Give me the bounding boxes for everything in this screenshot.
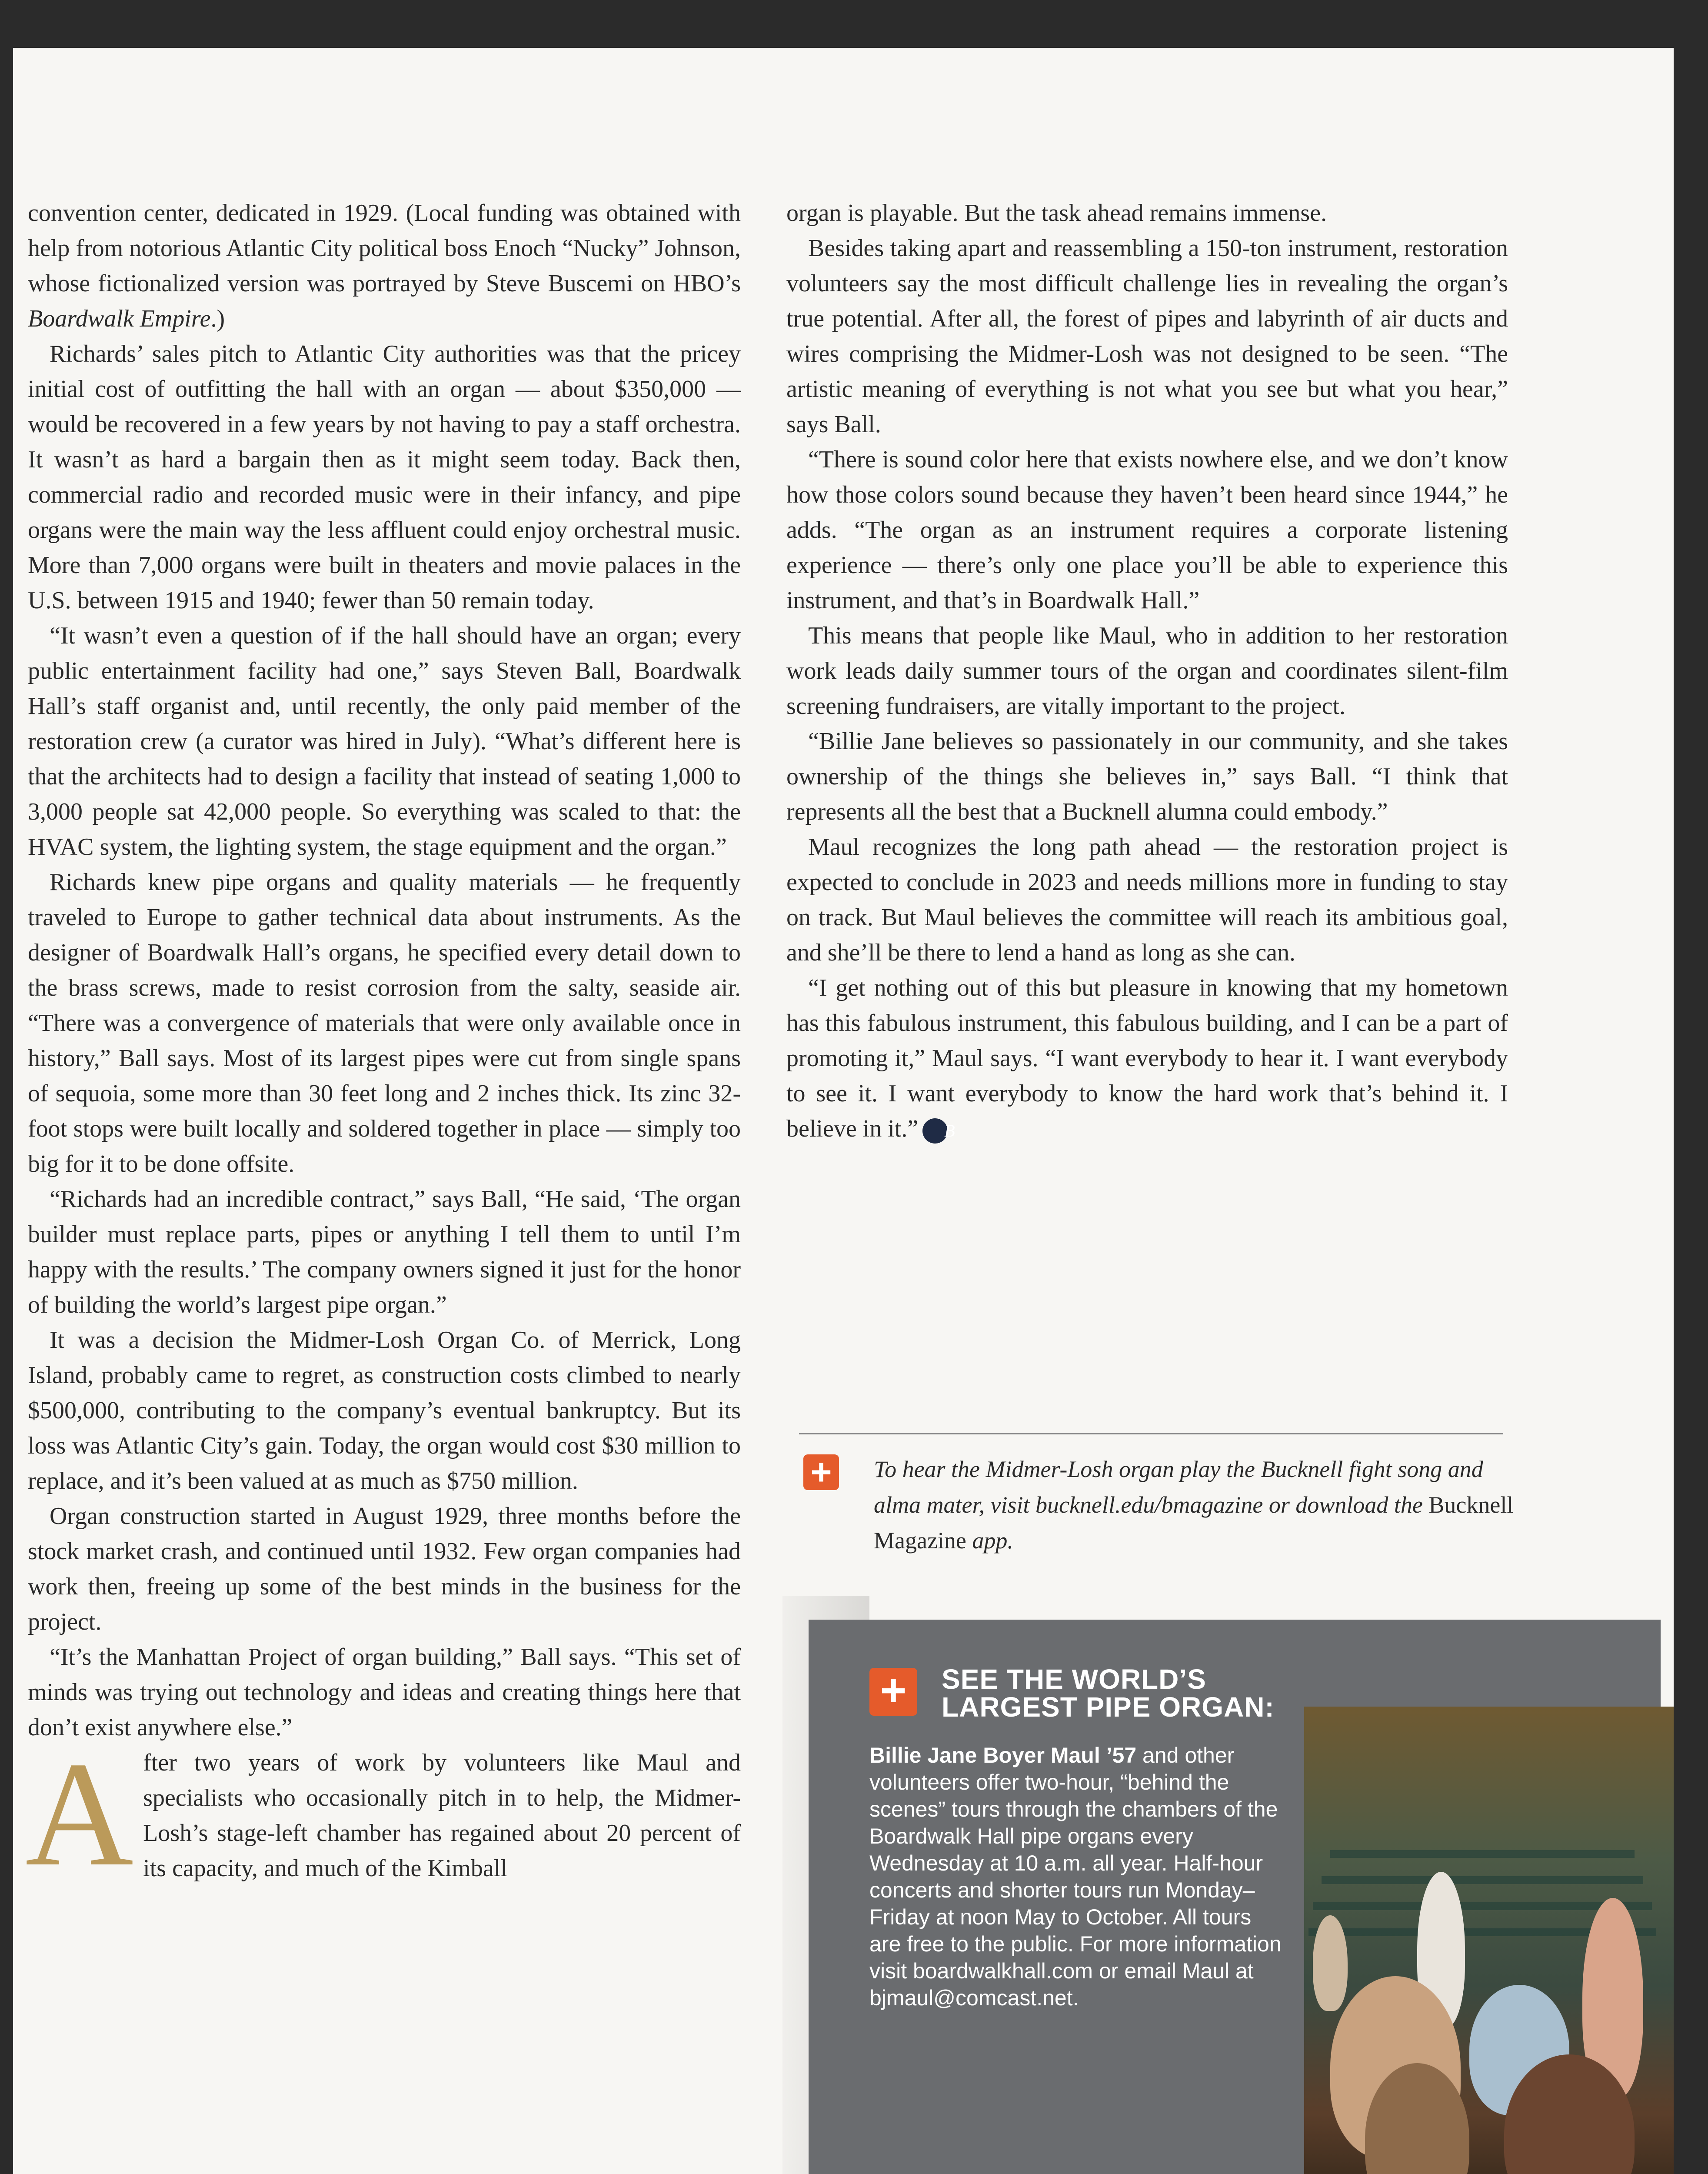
plus-icon: +	[803, 1454, 839, 1490]
dropcap-letter: A	[25, 1731, 134, 1897]
paragraph: Richards’ sales pitch to Atlantic City authorities was that the pricey initial cost of outfitting the hall with an organ — about $350,000 — would be recovered in a few years by not having to pay a staff orchestra. It wasn’t as hard a bargain then as it might seem today. Back then, commercial radio and recorded music were in their infancy, and pipe organs were the main way the less affluent could enjoy orchestral music. More than 7,000 organs were built in theaters and movie palaces in the U.S. between 1915 and 1940; fewer than 50 remain today.	[28, 340, 741, 614]
paragraph: Richards knew pipe organs and quality materials — he frequently traveled to Europe to gather technical data about instruments. As the designer of Boardwalk Hall’s organs, he specified every detail down to the brass screws, made to resist corrosion from the salty, seaside air. “There was a convergence of materials that were only available once in history,” Ball says. Most of its largest pipes were cut from single spans of sequoia, some more than 30 feet long and 2 inches thick. Its zinc 32-foot stops were built locally and soldered together in place — simply too big for it to be done offsite.	[28, 869, 741, 1177]
promo-note: To hear the Midmer-Losh organ play the Bucknell fight song and alma mater, visit bucknell.edu/bmagazine or download the Bucknell Magazine app.	[874, 1456, 1514, 1554]
paragraph: organ is playable. But the task ahead remains immense.	[786, 200, 1327, 227]
right-column	[786, 196, 1508, 1147]
plus-icon: +	[869, 1668, 917, 1716]
divider	[799, 1433, 1503, 1434]
paragraph: “Richards had an incredible contract,” says Ball, “He said, ‘The organ builder must replace parts, pipes or anything I tell them to until I’m happy with the results.’ The company owners signed it just for the honor of building the world’s largest pipe organ.”	[28, 1186, 741, 1318]
paragraph: “Billie Jane believes so passionately in our community, and she takes ownership of the things she believes in,” says Ball. “I think that represents all the best that a Bucknell alumna could embody.”	[786, 728, 1508, 825]
tour-photo	[1304, 1707, 1674, 2174]
seat-row	[1322, 1876, 1643, 1884]
sidebar-body: Billie Jane Boyer Maul ’57 and other volunteers offer two-hour, “behind the scenes” tours through the chambers of the Boardwalk Hall pipe organs every Wednesday at 10 a.m. all year. Half-hour concerts and shorter tours run Monday–Friday at noon May to October. All tours are free to the public. For more information visit boardwalkhall.com or email Maul at bjmaul@comcast.net.	[869, 1743, 1282, 2010]
dropcap-paragraph: After two years of work by volunteers like Maul and specialists who occasionally pitch in to help, the Midmer-Losh’s stage-left chamber has regained about 20 percent of its capacity, and much of the Kimball	[25, 1731, 741, 1897]
paragraph: Organ construction started in August 1929, three months before the stock market crash, and continued until 1932. Few organ companies had work then, freeing up some of the best minds in the business for the project.	[28, 1503, 741, 1635]
left-column	[25, 196, 741, 1897]
paragraph: “It wasn’t even a question of if the hall should have an organ; every public entertainment facility had one,” says Steven Ball, Boardwalk Hall’s staff organist and, until recently, the only paid member of the restoration crew (a curator was hired in July). “What’s different here is that the architects had to design a facility that instead of seating 1,000 to 3,000 people sat 42,000 people. So everything was scaled to that: the HVAC system, the lighting system, the stage equipment and the organ.”	[28, 622, 741, 860]
person	[1313, 1915, 1348, 2011]
magazine-name: Bucknell Magazine	[874, 1492, 1514, 1554]
paragraph: Maul recognizes the long path ahead — the restoration project is expected to conclude in 2023 and needs millions more in funding to stay on track. But Maul believes the committee will reach its ambitious goal, and she’ll be there to lend a hand as long as she can.	[786, 834, 1508, 966]
paragraph: Besides taking apart and reassembling a 150-ton instrument, restoration volunteers say the most difficult challenge lies in revealing the organ’s true potential. After all, the forest of pipes and labyrinth of air ducts and wires comprising the Midmer-Losh was not designed to be seen. “The artistic meaning of everything is not what you see but what you hear,” says Ball.	[786, 235, 1508, 438]
sidebar-title: SEE THE WORLD’S LARGEST PIPE ORGAN:	[942, 1664, 1275, 1723]
paragraph: This means that people like Maul, who in addition to her restoration work leads daily summer tours of the organ and coordinates silent-film screening fundraisers, are vitally important to the project.	[786, 622, 1508, 720]
paragraph: “I get nothing out of this but pleasure in knowing that my hometown has this fabulous instrument, this fabulous building, and I can be a part of promoting it,” Maul says. “I want everybody to hear it. I want everybody to see it. I want everybody to know the hard work that’s behind it. I believe in it.” B	[786, 970, 1508, 1147]
paragraph: convention center, dedicated in 1929. (Local funding was obtained with help from notorious Atlantic City political boss Enoch “Nucky” Johnson, whose fictionalized version was portrayed by Steve Buscemi on HBO’s Boardwalk Empire.)	[28, 200, 741, 332]
sidebar-name: Billie Jane Boyer Maul ’57	[869, 1743, 1137, 1767]
paragraph: It was a decision the Midmer-Losh Organ Co. of Merrick, Long Island, probably came to regret, as construction costs climbed to nearly $500,000, contributing to the company’s eventual bankruptcy. But its loss was Atlantic City’s gain. Today, the organ would cost $30 million to replace, and it’s been valued at as much as $750 million.	[28, 1327, 741, 1494]
seat-row	[1330, 1850, 1635, 1858]
paragraph: “There is sound color here that exists nowhere else, and we don’t know how those colors sound because they haven’t been heard since 1944,” he adds. “The organ as an instrument requires a corporate listening experience — there’s only one place you’ll be able to experience this instrument, and that’s in Boardwalk Hall.”	[786, 446, 1508, 614]
end-mark-icon: B	[922, 1118, 948, 1144]
paragraph: “It’s the Manhattan Project of organ building,” Ball says. “This set of minds was trying out technology and ideas and creating things here that don’t exist anywhere else.”	[28, 1644, 741, 1741]
sidebar-content	[869, 1665, 1282, 2011]
show-title: Boardwalk Empire	[28, 305, 211, 332]
